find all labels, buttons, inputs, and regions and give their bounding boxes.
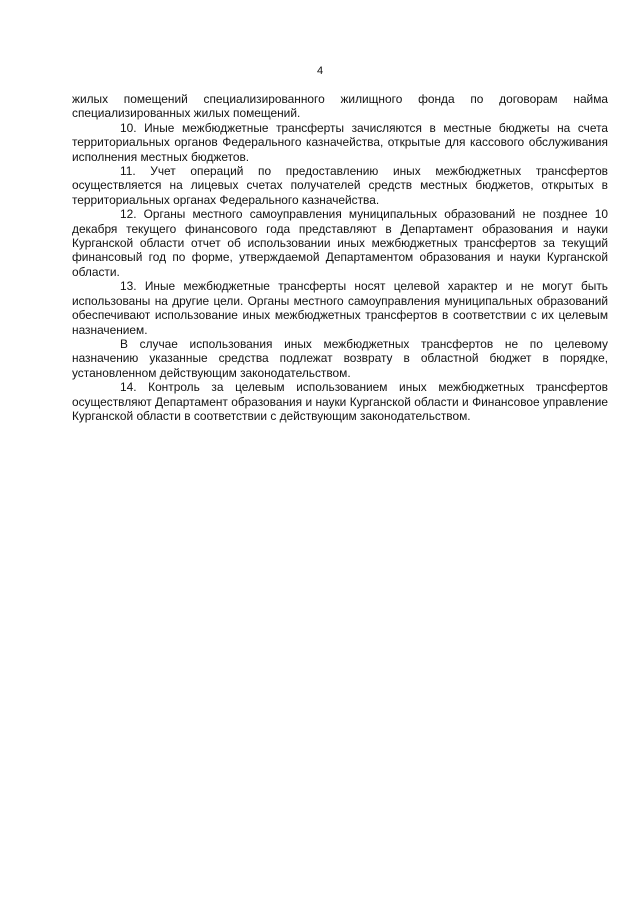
paragraph-item-13: 13. Иные межбюджетные трансферты носят целевой характер и не могут быть использованы на другие цели. Органы местного самоуправления муниципальных образований обеспечивают использование иных межбюджетных трансфертов в соответствии с их целевым назначением. [72, 279, 608, 337]
paragraph-item-11: 11. Учет операций по предоставлению иных межбюджетных трансфертов осуществляется на лицевых счетах получателей средств местных бюджетов, открытых в территориальных органах Федерального казначейства. [72, 164, 608, 207]
paragraph-item-14: 14. Контроль за целевым использованием иных межбюджетных трансфертов осуществляют Департамент образования и науки Курганской области и Финансовое управление Курганской области в соответствии с действующим законодательством. [72, 380, 608, 423]
paragraph-item-13-note: В случае использования иных межбюджетных трансфертов не по целевому назначению указанные средства подлежат возврату в областной бюджет в порядке, установленном действующим законодательством. [72, 336, 608, 380]
paragraph-item-10: 10. Иные межбюджетные трансферты зачисляются в местные бюджеты на счета территориальных органов Федерального казначейства, открытые для кассового обслуживания исполнения местных бюджетов. [72, 120, 608, 164]
page-number: 4 [316, 65, 324, 77]
paragraph-item-12: 12. Органы местного самоуправления муниципальных образований не позднее 10 декабря текущего финансового года представляют в Департамент образования и науки Курганской области отчет об использовании иных межбюджетных трансфертов за текущий финансовый год по форме, утверждаемой Департаментом образования и науки Курганской области. [72, 207, 608, 279]
document-body [72, 92, 608, 423]
paragraph-continuation: жилых помещений специализированного жилищного фонда по договорам найма специализированных жилых помещений. [72, 92, 608, 121]
